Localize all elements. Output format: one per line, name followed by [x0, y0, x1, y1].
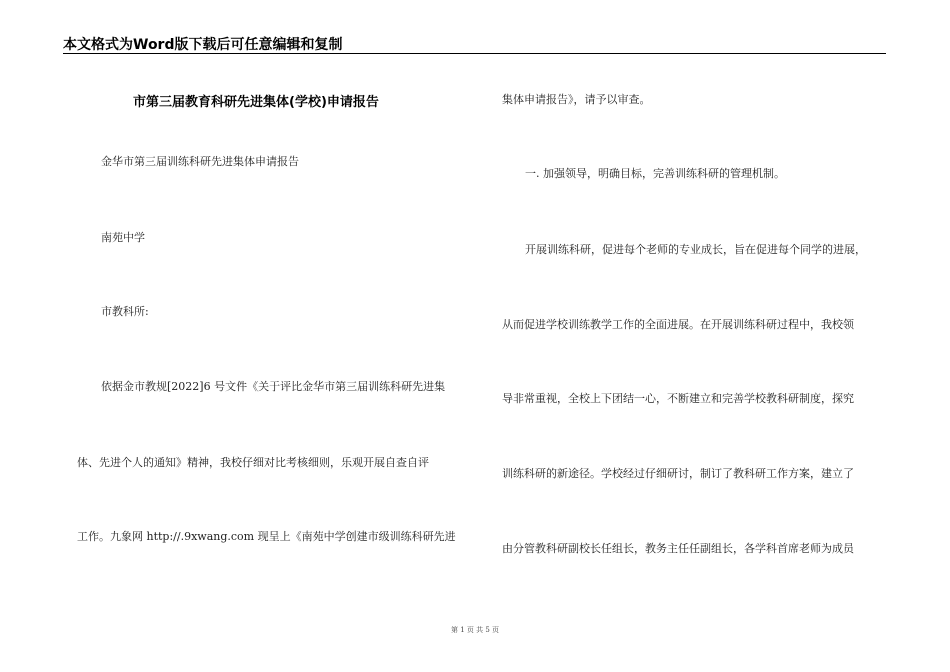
left-line-5: 体、先进个人的通知》精神，我校仔细对比考核细则，乐观开展自查自评 — [77, 456, 429, 469]
left-line-6: 工作。九象网 http://.9xwang.com 现呈上《南苑中学创建市级训练科研先进 — [77, 530, 456, 543]
page-footer: 第 1 页 共 5 页 — [450, 626, 500, 634]
right-line-4: 从而促进学校训练教学工作的全面进展。在开展训练科研过程中，我校领 — [502, 318, 854, 331]
left-line-3: 市教科所: — [101, 305, 149, 318]
right-line-1: 集体申请报告》，请予以审查。 — [502, 93, 651, 106]
right-line-6: 训练科研的新途径。学校经过仔细研讨，制订了教科研工作方案，建立了 — [502, 467, 854, 480]
download-banner: 本文格式为Word版下载后可任意编辑和复制 — [63, 37, 343, 53]
right-line-3: 开展训练科研，促进每个老师的专业成长，旨在促进每个同学的进展， — [525, 243, 866, 256]
banner-divider — [63, 53, 886, 54]
right-line-2: 一. 加强领导，明确目标，完善训练科研的管理机制。 — [525, 167, 785, 180]
right-line-7: 由分管教科研副校长任组长，教务主任任副组长，各学科首席老师为成员 — [502, 542, 854, 555]
left-line-4: 依据金市教规[2022]6 号文件《关于评比金华市第三届训练科研先进集 — [101, 380, 446, 393]
left-line-2: 南苑中学 — [101, 231, 145, 244]
document-title: 市第三届教育科研先进集体(学校)申请报告 — [133, 95, 379, 110]
right-line-5: 导非常重视，全校上下团结一心，不断建立和完善学校教科研制度，探究 — [502, 392, 854, 405]
left-line-1: 金华市第三届训练科研先进集体申请报告 — [101, 155, 299, 168]
